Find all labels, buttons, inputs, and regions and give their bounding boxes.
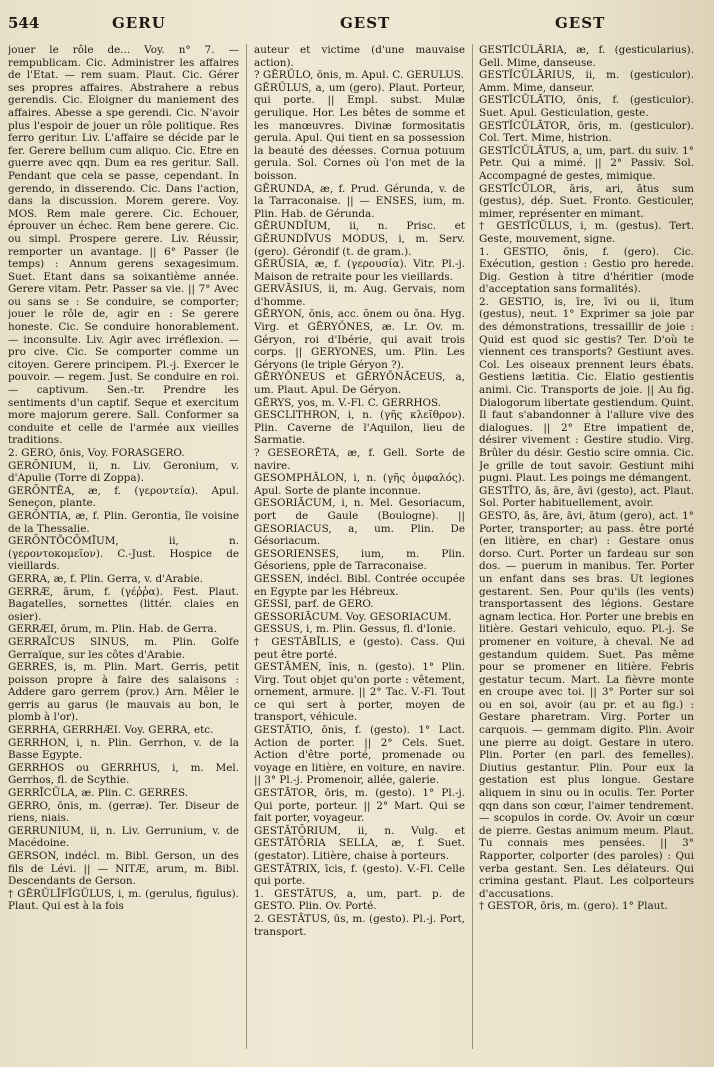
dictionary-entry: GERRUNIUM, ii, n. Liv. Gerrunium, v. de Macédoine.: [8, 824, 239, 850]
dictionary-entry: GESTĬCŬLĀTIO, ōnis, f. (gesticulor). Suet. Apul. Gesticulation, geste.: [479, 94, 694, 119]
dictionary-entry: † GESTĀBĬLIS, e (gesto). Cass. Qui peut être porté.: [254, 635, 465, 661]
dictionary-entry: GĔRŪSIA, æ, f. (γερουσία). Vitr. Pl.-j. Maison de retraite pour les vieillards.: [254, 258, 465, 283]
dictionary-entry: GESTĬCŬLĀRIA, æ, f. (gesticularius). Gell. Mime, danseuse.: [479, 44, 694, 69]
dictionary-entry: GESSORIĀCUM. Voy. GESORIACUM.: [254, 610, 452, 623]
dictionary-entry: GERRÆI, ōrum, m. Plin. Hab. de Gerra.: [8, 623, 217, 636]
dictionary-entry: GESORIENSES, ium, m. Plin. Gésoriens, pple de Tarraconaise.: [254, 547, 465, 573]
column-right: [479, 44, 694, 1059]
column-divider: [472, 44, 473, 1049]
dictionary-entry: 1. GESTIO, ōnis, f. (gero). Cic. Exécution, gestion : Gestio pro herede. Dig. Gestion à titre d'héritier (mode d'acceptation sans formalités).: [479, 245, 694, 296]
dictionary-entry: GESSEN, indécl. Bibl. Contrée occupée en Egypte par les Hébreux.: [254, 572, 465, 598]
page-header: [0, 0, 714, 42]
column-left: [8, 44, 239, 1059]
running-headword-right: GEST: [555, 14, 606, 32]
column-divider: [246, 44, 247, 1049]
page-number: 544: [8, 14, 40, 32]
dictionary-entry: GESTĀMEN, ĭnis, n. (gesto). 1° Plin. Virg. Tout objet qu'on porte : vêtement, ornement, armure. || 2° Tac. V.-Fl. Tout ce qui sert à porter, moyen de transport, véhicule.: [254, 661, 465, 724]
dictionary-entry: GESTĀTOR, ōris, m. (gesto). 1° Pl.-j. Qui porte, porteur. || 2° Mart. Qui se fait porter, voyageur.: [254, 787, 465, 825]
dictionary-entry: GESTĬCŬLĀTOR, ōris, m. (gesticulor). Col. Tert. Mime, histrion.: [479, 119, 694, 145]
dictionary-entry: GESCLITHRON, i, n. (γῆς κλεῖθρον). Plin. Caverne de l'Aquilon, lieu de Sarmatie.: [254, 409, 465, 447]
dictionary-entry: GERRA, æ, f. Plin. Gerra, v. d'Arabie.: [8, 572, 204, 585]
dictionary-entry: GESTĬCŬLĀRIUS, ii, m. (gesticulor). Amm. Mime, danseur.: [479, 69, 694, 94]
dictionary-entry: GESTO, ās, āre, āvi, ātum (gero), act. 1° Porter, transporter; au pass. être porté (en litière, en char) : Gestare onus dorso. Curt. Porter un fardeau sur son dos. — puerum in manibus. Ter. Porter un enfant dans ses bras. Ut legiones gestarent. Sen. Pour qu'ils (les vents) transportassent des légions. Gestare agnam lectica. Hor. Porter une brebis en litière. Gestari vehiculo, equo. Pl.-j. Se promener en voiture, à cheval. Ne ad gestandum quidem. Suet. Pas même pour se promener en litière. Febris gestatur tecum. Mart. La fièvre monte en croupe avec toi. || 3° Porter sur soi ou en soi, avoir (au pr. et au fig.) : Gestare pharetram. Virg. Porter un carquois. — gemmam digito. Plin. Avoir une pierre au doigt. Gestare in utero. Plin. Porter (en parl. des femelles). Diutius gestantur. Plin. Pour eux la gestation est plus longue. Gestare aliquem in sinu ou in oculis. Ter. Porter qqn dans son cœur, l'aimer tendrement. — scopulos in corde. Ov. Avoir un cœur de pierre. Gestas animum meum. Plaut. Tu connais mes pensées. || 3° Rapporter, colporter (des paroles) : Qui verba gestant. Sen. Les délateurs. Qui crimina gestant. Plaut. Les colporteurs d'accusations.: [479, 509, 694, 900]
dictionary-entry: GERSON, indécl. m. Bibl. Gerson, un des fils de Lévi. || — NITÆ, arum, m. Bibl. Descendants de Gerson.: [8, 850, 239, 888]
dictionary-entry: GESTĀTRIX, īcis, f. (gesto). V.-Fl. Celle qui porte.: [254, 862, 465, 888]
dictionary-entry: GĔRUNDĬUM, ii, n. Prisc. et GĔRUNDĬVUS MODUS, i, m. Serv. (gero). Gérondif (t. de gram.).: [254, 220, 465, 258]
dictionary-entry: GERŌNTĒA, æ, f. (γεροντεία). Apul. Seneçon, plante.: [8, 484, 239, 510]
dictionary-entry: † GĒRŬLĬFĬGŬLUS, i, m. (gerulus, figulus). Plaut. Qui est à la fois: [8, 887, 239, 913]
dictionary-entry: GESTĬCŬLĀTUS, a, um, part. du suiv. 1° Petr. Qui a mimé. || 2° Passiv. Sol. Accompagné de gestes, mimique.: [479, 144, 694, 182]
dictionary-entry: GERVĀSIUS, ii, m. Aug. Gervais, nom d'homme.: [254, 283, 465, 308]
dictionary-entry: 1. GESTĀTUS, a, um, part. p. de GESTO. Plin. Ov. Porté.: [254, 887, 465, 913]
dictionary-entry: GESTĀTIO, ōnis, f. (gesto). 1° Lact. Action de porter. || 2° Cels. Suet. Action d'être porté, promenade ou voyage en litière, en voiture, en navire. || 3° Pl.-j. Promenoir, allée, galerie.: [254, 724, 465, 787]
dictionary-entry: ? GĔRŬLO, ōnis, m. Apul. C. GERULUS.: [254, 69, 464, 82]
dictionary-entry: GĔRŬLUS, a, um (gero). Plaut. Porteur, qui porte. || Empl. subst. Mulæ gerulique. Hor. Les bêtes de somme et les manœuvres. Divinæ formositatis gerula. Apul. Qui tient en sa possession la beauté des déesses. Cornua potuum gerula. Sol. Cornes où l'on met de la boisson.: [254, 81, 465, 182]
dictionary-entry: GESORIĀCUM, i, n. Mel. Gesoriacum, port de Gaule (Boulogne). || GESORIACUS, a, um. Plin. De Gésoriacum.: [254, 497, 465, 548]
dictionary-entry: GERRHA, GERRHÆI. Voy. GERRA, etc.: [8, 724, 214, 737]
dictionary-entry: 2. GERO, ōnis, Voy. FORASGERO.: [8, 447, 185, 459]
dictionary-entry: GESTĀTŌRIUM, ii, n. Vulg. et GESTĀTŌRIA SELLA, æ, f. Suet. (gestator). Litière, chaise à porteurs.: [254, 824, 465, 862]
dictionary-entry: 2. GESTĀTUS, ūs, m. (gesto). Pl.-j. Port, transport.: [254, 912, 465, 938]
dictionary-entry: auteur et victime (d'une mauvaise action).: [254, 44, 465, 69]
dictionary-entry: † GESTOR, ōris, m. (gero). 1° Plaut.: [479, 900, 668, 913]
dictionary-entry: † GESTĬCŬLUS, i, m. (gestus). Tert. Geste, mouvement, signe.: [479, 220, 694, 245]
dictionary-entry: GESTĬCŬLOR, āris, ari, ātus sum (gestus), dép. Suet. Fronto. Gesticuler, mimer, représenter en mimant.: [479, 182, 694, 220]
running-headword-left: GERU: [112, 14, 166, 32]
dictionary-entry: ? GESEORĒTA, æ, f. Gell. Sorte de navire.: [254, 447, 465, 472]
dictionary-entry: GERRO, ōnis, m. (gerræ). Ter. Diseur de riens, niais.: [8, 799, 239, 825]
dictionary-entry: GĒRYON, ŏnis, acc. ŏnem ou ŏna. Hyg. Virg. et GĒRYŎNES, æ. Lr. Ov. m. Géryon, roi d'Ibérie, qui avait trois corps. || GERYONES, um. Plin. Les Géryons (le triple Géryon ?).: [254, 308, 465, 371]
dictionary-entry: GERRAÏCUS SINUS, m. Plin. Golfe Gerraïque, sur les côtes d'Arabie.: [8, 635, 239, 661]
dictionary-entry: GĒRYŎNEUS et GĒRYŎNĀCEUS, a, um. Plaut. Apul. De Géryon.: [254, 371, 465, 397]
dictionary-entry: GERRÆ, ārum, f. (γέῤῥα). Fest. Plaut. Bagatelles, sornettes (littér. claies en osier).: [8, 585, 239, 623]
running-headword-center: GEST: [340, 14, 391, 32]
dictionary-entry: GERŌNTŎCŌMĪUM, ii, n. (γεροντοκομεῖον). C.-Just. Hospice de vieillards.: [8, 535, 239, 573]
dictionary-entry: GERRHOS ou GERRHUS, i, m. Mel. Gerrhos, fl. de Scythie.: [8, 761, 239, 787]
dictionary-entry: GERRĪCŬLA, æ. Plin. C. GERRES.: [8, 787, 189, 800]
dictionary-entry: GERRHON, i, n. Plin. Gerrhon, v. de la Basse Egypte.: [8, 736, 239, 762]
dictionary-entry: GESSI, parf. de GERO.: [254, 598, 374, 611]
dictionary-entry: GĒRYS, yos, m. V.-Fl. C. GERRHOS.: [254, 396, 442, 409]
dictionary-entry: jouer le rôle de... Voy. n° 7. — rempublicam. Cic. Administrer les affaires de l'Etat. — rem suam. Plaut. Cic. Gérer ses propres affaires. Abstrahere a rebus gerendis. Cic. Eloigner du maniement des affaires. Abesse a spe gerendi. Cic. N'avoir plus l'espoir de jouer un rôle politique. Res ferro geritur. Liv. L'affaire se décide par le fer. Gerere bellum cum aliquo. Cic. Etre en guerre avec qqn. Dum ea res geritur. Sall. Pendant que cela se passe, cependant. In gerendo, in disserendo. Cic. Dans l'action, dans la discussion. Morem gerere. Voy. MOS. Rem male gerere. Cic. Echouer, éprouver un échec. Rem bene gerere. Cic. ou simpl. Prospere gerere. Liv. Réussir, remporter un avantage. || 6° Passer (le temps) : Annum gerens sexagesimum. Suet. Etant dans sa soixantième année. Gerere vitam. Petr. Passer sa vie. || 7° Avec ou sans se : Se conduire, se comporter; jouer le rôle de, agir en : Se gerere honeste. Cic. Se conduire honorablement. — inconsulte. Liv. Agir avec irréflexion. — pro cive. Cic. Se comporter comme un citoyen. Gerere principem. Pl.-j. Exercer le pouvoir. — regem. Just. Se conduire en roi. — captivum. Sen.-tr. Prendre les sentiments d'un captif. Seque et exercitum more majorum gerere. Sall. Conformer sa conduite et celle de l'armée aux vieilles traditions.: [8, 44, 239, 447]
dictionary-entry: GESTĪTO, ās, āre, āvi (gesto), act. Plaut. Sol. Porter habituellement, avoir.: [479, 484, 694, 510]
dictionary-entry: 2. GESTIO, is, īre, īvi ou ii, ītum (gestus), neut. 1° Exprimer sa joie par des démonstrations, tressaillir de joie : Quid est quod sic gestis? Ter. D'où te viennent ces transports? Gestiunt aves. Col. Les oiseaux prennent leurs ébats. Gestiens lætitia. Cic. Elatio gestientis animi. Cic. Transports de joie. || Au fig. Dialogorum libertate gestiendum. Quint. Il faut s'abandonner à l'allure vive des dialogues. || 2° Etre impatient de, désirer vivement : Gestire studio. Virg. Brûler du désir. Gestio scire omnia. Cic. Je grille de tout savoir. Gestiunt mihi pugni. Plaut. Les poings me démangent.: [479, 295, 694, 485]
dictionary-entry: GERŌNIUM, ii, n. Liv. Geronium, v. d'Apulie (Torre di Zoppa).: [8, 459, 239, 485]
dictionary-entry: GERŌNTIA, æ, f. Plin. Gerontia, île voisine de la Thessalie.: [8, 509, 239, 535]
dictionary-entry: GĔRUNDA, æ, f. Prud. Gérunda, v. de la Tarraconaise. || — ENSES, ium, m. Plin. Hab. de Gérunda.: [254, 182, 465, 220]
dictionary-entry: GERRES, is, m. Plin. Mart. Gerris, petit poisson propre à faire des salaisons : Addere garo gerrem (prov.) Arn. Mêler le gerris au garus (le mauvais au bon, le plomb à l'or).: [8, 661, 239, 724]
column-middle: [254, 44, 465, 1059]
dictionary-entry: GESSUS, i, m. Plin. Gessus, fl. d'Ionie.: [254, 623, 456, 636]
dictionary-entry: GESOMPHĀLON, i, n. (γῆς ὀμφαλός). Apul. Sorte de plante inconnue.: [254, 472, 465, 497]
